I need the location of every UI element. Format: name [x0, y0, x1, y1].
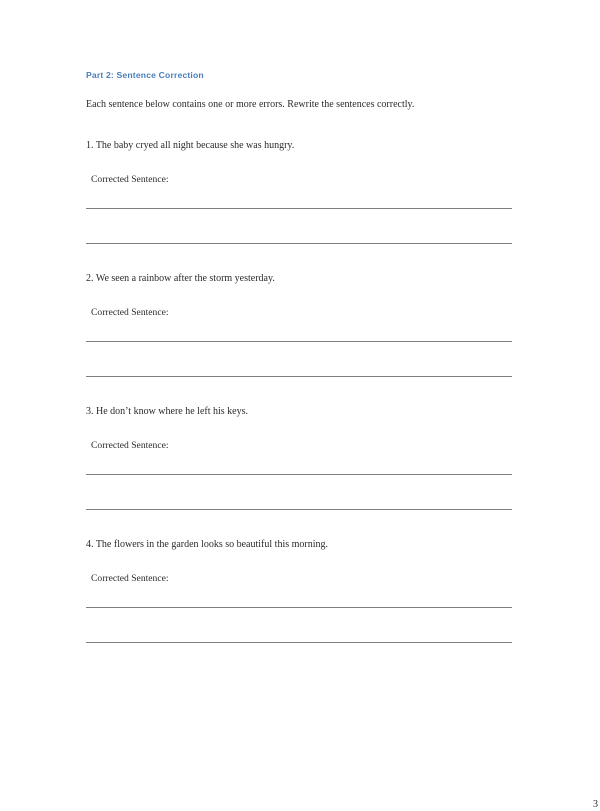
- question-prompt: 3. He don’t know where he left his keys.: [86, 406, 249, 417]
- section-instructions: Each sentence below contains one or more errors. Rewrite the sentences correctly.: [86, 99, 415, 110]
- corrected-sentence-label: Corrected Sentence:: [91, 440, 169, 451]
- answer-lines: [86, 607, 512, 643]
- answer-lines: [86, 341, 512, 377]
- question-block: [86, 405, 512, 510]
- answer-write-line[interactable]: [86, 243, 512, 244]
- question-prompt: 2. We seen a rainbow after the storm yesterday.: [86, 273, 275, 284]
- answer-write-line[interactable]: [86, 341, 512, 342]
- answer-write-line[interactable]: [86, 474, 512, 475]
- corrected-sentence-label: Corrected Sentence:: [91, 307, 169, 318]
- question-block: [86, 538, 512, 643]
- question-prompt: 4. The flowers in the garden looks so beautiful this morning.: [86, 539, 328, 550]
- section-heading: Part 2: Sentence Correction: [86, 70, 204, 80]
- answer-write-line[interactable]: [86, 642, 512, 643]
- answer-write-line[interactable]: [86, 376, 512, 377]
- page-content: [86, 70, 598, 810]
- question-prompt: 1. The baby cryed all night because she was hungry.: [86, 140, 295, 151]
- answer-write-line[interactable]: [86, 509, 512, 510]
- answer-write-line[interactable]: [86, 607, 512, 608]
- answer-write-line[interactable]: [86, 208, 512, 209]
- page-number: 3: [593, 799, 598, 810]
- question-block: [86, 272, 512, 377]
- question-block: [86, 139, 512, 244]
- answer-lines: [86, 474, 512, 510]
- corrected-sentence-label: Corrected Sentence:: [91, 174, 169, 185]
- corrected-sentence-label: Corrected Sentence:: [91, 573, 169, 584]
- answer-lines: [86, 208, 512, 244]
